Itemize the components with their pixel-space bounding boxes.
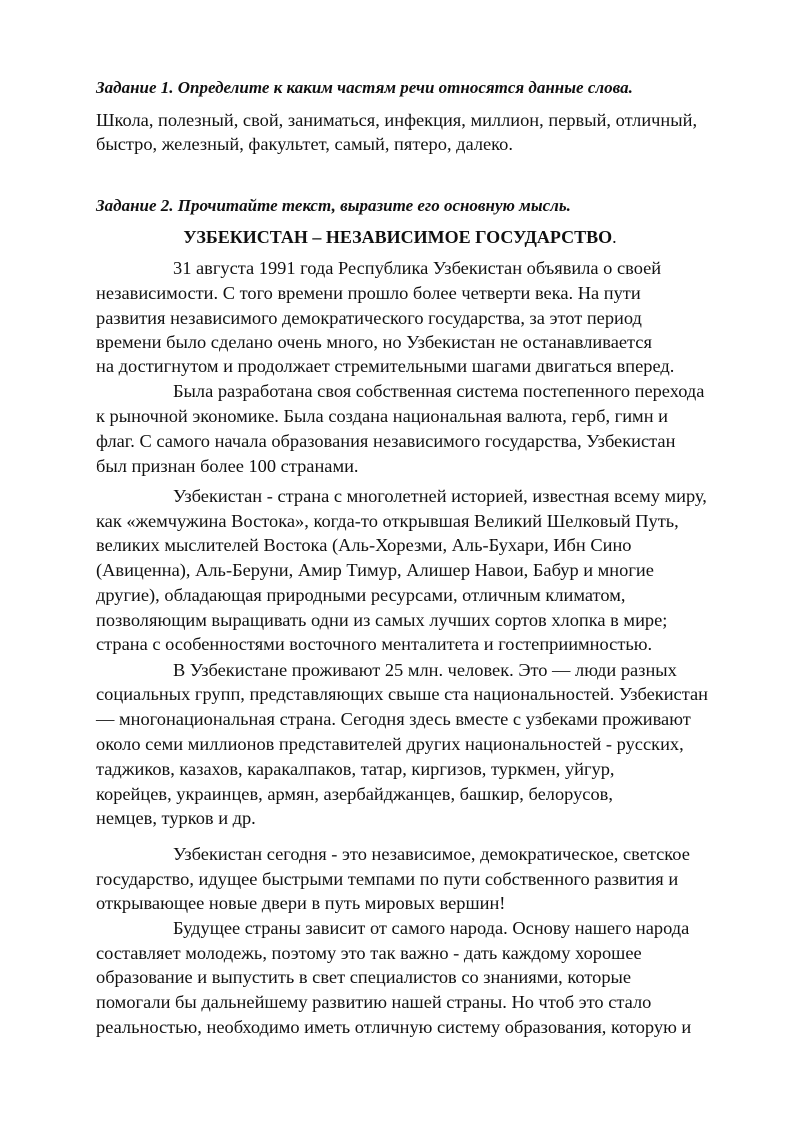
paragraph-line: Узбекистан - страна с многолетней историей, известная всему миру, [173, 486, 707, 506]
paragraph-line: составляет молодежь, поэтому это так важно - дать каждому хорошее [96, 943, 642, 963]
paragraph-line: таджиков, казахов, каракалпаков, татар, киргизов, туркмен, уйгур, [96, 759, 615, 779]
paragraph-line: развития независимого демократического государства, за этот период [96, 308, 642, 328]
paragraph-line: (Авиценна), Аль-Беруни, Амир Тимур, Алишер Навои, Бабур и многие [96, 560, 654, 580]
task2-heading: Задание 2. Прочитайте текст, выразите его основную мысль. [96, 196, 571, 215]
paragraph-line: времени было сделано очень много, но Узбекистан не останавливается [96, 332, 652, 352]
paragraph-line: государство, идущее быстрыми темпами по пути собственного развития и [96, 869, 679, 889]
paragraph-line: открывающее новые двери в путь мировых вершин! [96, 893, 506, 913]
text-title-label: УЗБЕКИСТАН – НЕЗАВИСИМОЕ ГОСУДАРСТВО [183, 227, 613, 247]
paragraph-line: как «жемчужина Востока», когда-то открывшая Великий Шелковый Путь, [96, 511, 679, 531]
paragraph-line: Была разработана своя собственная система постепенного перехода [173, 381, 705, 401]
paragraph-line: социальных групп, представляющих свыше ста национальностей. Узбекистан [96, 684, 708, 704]
task1-line: Школа, полезный, свой, заниматься, инфекция, миллион, первый, отличный, [96, 110, 698, 130]
paragraph-line: реальностью, необходимо иметь отличную систему образования, которую и [96, 1017, 692, 1037]
task1-line: быстро, железный, факультет, самый, пятеро, далеко. [96, 134, 513, 154]
paragraph-line: 31 августа 1991 года Республика Узбекистан объявила о своей [173, 258, 662, 278]
paragraph-line: В Узбекистане проживают 25 млн. человек. Это — люди разных [173, 660, 677, 680]
paragraph-line: другие), обладающая природными ресурсами, отличным климатом, [96, 585, 626, 605]
paragraph-line: около семи миллионов представителей других национальностей - русских, [96, 734, 684, 754]
paragraph-line: Будущее страны зависит от самого народа. Основу нашего народа [173, 918, 690, 938]
paragraph-line: на достигнутом и продолжает стремительными шагами двигаться вперед. [96, 356, 675, 376]
paragraph-line: образование и выпустить в свет специалистов со знаниями, которые [96, 967, 632, 987]
text-title [0, 227, 800, 248]
paragraph-line: — многонациональная страна. Сегодня здесь вместе с узбеками проживают [96, 709, 691, 729]
text-title-dot: . [612, 227, 617, 247]
paragraph-line: великих мыслителей Востока (Аль-Хорезми, Аль-Бухари, Ибн Сино [96, 535, 632, 555]
paragraph-line: к рыночной экономике. Была создана национальная валюта, герб, гимн и [96, 406, 668, 426]
paragraph-line: корейцев, украинцев, армян, азербайджанцев, башкир, белорусов, [96, 784, 613, 804]
paragraph-line: был признан более 100 странами. [96, 456, 359, 476]
paragraph-line: позволяющим выращивать одни из самых лучших сортов хлопка в мире; [96, 610, 668, 630]
paragraph-line: страна с особенностями восточного менталитета и гостеприимностью. [96, 634, 653, 654]
paragraph-line: Узбекистан сегодня - это независимое, демократическое, светское [173, 844, 690, 864]
paragraph-line: флаг. С самого начала образования независимого государства, Узбекистан [96, 431, 676, 451]
paragraph-line: немцев, турков и др. [96, 808, 256, 828]
paragraph-line: помогали бы дальнейшему развитию нашей страны. Но чтоб это стало [96, 992, 652, 1012]
task1-heading: Задание 1. Определите к каким частям речи относятся данные слова. [96, 78, 633, 97]
paragraph-line: независимости. С того времени прошло более четверти века. На пути [96, 283, 641, 303]
